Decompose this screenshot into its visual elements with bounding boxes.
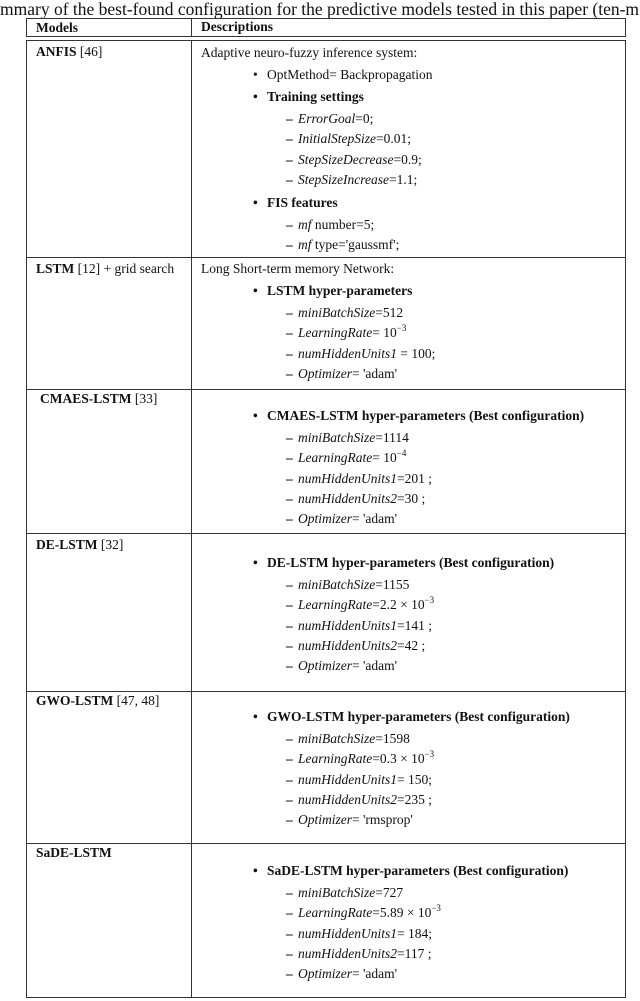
- parameter-item: [201, 883, 625, 903]
- parameter-name: mf: [298, 217, 312, 233]
- parameter-value: = 'rmsprop': [352, 812, 413, 828]
- parameter-name: mf: [298, 237, 312, 253]
- parameter-name: miniBatchSize: [298, 731, 376, 746]
- parameter-value: =30 ;: [397, 490, 426, 506]
- parameter-value: = 'adam': [352, 658, 398, 674]
- parameter-item: [201, 509, 625, 529]
- parameter-name: ErrorGoal: [298, 111, 356, 126]
- description-cell: [192, 258, 625, 389]
- description-cell: [192, 692, 625, 843]
- parameter-item: [201, 215, 625, 235]
- parameter-value: =1114: [375, 430, 409, 445]
- parameter-name: Optimizer: [298, 365, 352, 381]
- parameter-value: = 184;: [397, 925, 432, 941]
- parameter-item: [201, 790, 625, 810]
- model-cell: [27, 534, 192, 691]
- parameter-value: =235 ;: [397, 791, 432, 807]
- parameter-item: [201, 636, 625, 656]
- parameter-value: type='gaussmf';: [311, 237, 400, 253]
- parameter-list: [201, 303, 625, 384]
- parameter-item: [201, 344, 625, 364]
- bullet-item: • OptMethod= Backpropagation: [201, 64, 625, 86]
- parameter-item: [201, 428, 625, 448]
- model-reference: [33]: [131, 391, 158, 406]
- parameter-value: =1598: [375, 731, 410, 746]
- parameter-item: [201, 749, 625, 769]
- parameter-list: [201, 883, 625, 984]
- bullet-item: • GWO-LSTM hyper-parameters (Best configuration): [201, 706, 625, 728]
- description-cell: [192, 390, 625, 533]
- parameter-value: = 10: [372, 325, 397, 341]
- parameter-exponent: −3: [424, 749, 435, 760]
- parameter-list: [201, 109, 625, 190]
- header-models: Models: [27, 19, 192, 36]
- table-row: [26, 843, 626, 998]
- parameter-value: = 'adam': [352, 966, 398, 982]
- parameter-exponent: −4: [396, 448, 407, 459]
- table-row: [26, 389, 626, 534]
- parameter-item: [201, 944, 625, 964]
- parameter-value: =0.9;: [393, 151, 422, 167]
- parameter-name: miniBatchSize: [298, 430, 376, 445]
- parameter-value: = 100;: [397, 345, 436, 361]
- parameter-value: =5.89 × 10: [372, 905, 432, 921]
- parameter-exponent: −3: [424, 595, 435, 606]
- parameter-name: LearningRate: [298, 905, 373, 921]
- model-cell: [27, 258, 192, 389]
- parameter-name: StepSizeDecrease: [298, 151, 394, 167]
- parameter-item: [201, 964, 625, 984]
- parameter-value: =42 ;: [397, 637, 426, 653]
- parameter-name: numHiddenUnits2: [298, 791, 397, 807]
- parameter-name: numHiddenUnits2: [298, 490, 397, 506]
- parameter-name: numHiddenUnits2: [298, 945, 397, 961]
- model-name: ANFIS: [36, 44, 77, 59]
- model-reference: [46]: [76, 44, 103, 59]
- description-intro: Adaptive neuro-fuzzy inference system:: [201, 45, 418, 60]
- parameter-exponent: −3: [396, 323, 407, 334]
- bullet-item: • FIS features: [201, 192, 625, 214]
- parameter-item: [201, 469, 625, 489]
- parameter-item: [201, 364, 625, 384]
- parameter-name: numHiddenUnits2: [298, 637, 397, 653]
- bullet-item: • LSTM hyper-parameters: [201, 280, 625, 302]
- parameter-item: [201, 575, 625, 595]
- parameter-item: [201, 770, 625, 790]
- parameter-value: =201 ;: [397, 470, 432, 486]
- parameter-item: [201, 595, 625, 615]
- parameter-value: =0;: [355, 111, 374, 126]
- parameter-item: [201, 170, 625, 190]
- parameter-item: [201, 150, 625, 170]
- parameter-name: numHiddenUnits1: [298, 345, 397, 361]
- model-reference: [32]: [97, 537, 124, 552]
- parameter-list: [201, 428, 625, 529]
- table-header: [26, 18, 626, 37]
- parameter-value: =512: [375, 305, 404, 320]
- parameter-item: [201, 323, 625, 343]
- parameter-value: =727: [375, 885, 404, 900]
- model-reference: [12] + grid search: [74, 261, 175, 276]
- model-cell: [27, 844, 192, 997]
- parameter-name: LearningRate: [298, 450, 373, 466]
- bullet-item: • DE-LSTM hyper-parameters (Best configuration): [201, 552, 625, 574]
- model-name: GWO-LSTM: [36, 693, 114, 708]
- description-cell: [192, 844, 625, 997]
- parameter-name: Optimizer: [298, 511, 352, 527]
- parameter-name: numHiddenUnits1: [298, 470, 397, 486]
- parameter-list: [201, 215, 625, 256]
- parameter-value: = 150;: [397, 771, 432, 787]
- description-intro: Long Short-term memory Network:: [201, 261, 395, 276]
- bullet-item: • SaDE-LSTM hyper-parameters (Best configuration): [201, 860, 625, 882]
- bullet-item: • Training settings: [201, 86, 625, 108]
- parameter-item: [201, 924, 625, 944]
- model-name: LSTM: [36, 261, 75, 276]
- parameter-item: [201, 489, 625, 509]
- parameter-item: [201, 616, 625, 636]
- parameter-name: Optimizer: [298, 658, 352, 674]
- table-row: [26, 257, 626, 390]
- model-name: DE-LSTM: [36, 537, 98, 552]
- parameter-name: numHiddenUnits1: [298, 925, 397, 941]
- parameter-item: [201, 129, 625, 149]
- header-descriptions: Descriptions: [201, 19, 273, 34]
- parameter-item: [201, 903, 625, 923]
- parameter-value: number=5;: [311, 217, 375, 233]
- parameter-value: =1.1;: [388, 171, 418, 187]
- parameter-list: [201, 575, 625, 676]
- parameter-name: miniBatchSize: [298, 885, 376, 900]
- parameter-item: [201, 729, 625, 749]
- parameter-name: LearningRate: [298, 751, 373, 767]
- parameter-name: LearningRate: [298, 597, 373, 613]
- parameter-item: [201, 448, 625, 468]
- model-cell: [27, 41, 192, 257]
- parameter-value: = 'adam': [352, 511, 398, 527]
- parameter-exponent: −3: [431, 903, 441, 914]
- parameter-name: numHiddenUnits1: [298, 771, 397, 787]
- parameter-value: =1155: [375, 577, 410, 592]
- parameter-name: miniBatchSize: [298, 577, 376, 592]
- parameter-name: StepSizeIncrease: [298, 171, 389, 187]
- parameter-item: [201, 656, 625, 676]
- parameter-value: =0.3 × 10: [372, 751, 425, 767]
- parameter-item: [201, 109, 625, 129]
- parameter-name: numHiddenUnits1: [298, 617, 397, 633]
- parameter-value: =0.01;: [376, 131, 411, 147]
- parameter-list: [201, 729, 625, 830]
- parameter-name: miniBatchSize: [298, 305, 376, 320]
- parameter-value: = 10: [372, 450, 397, 466]
- parameter-item: [201, 235, 625, 255]
- parameter-value: =141 ;: [397, 617, 432, 633]
- table-row: [26, 691, 626, 844]
- parameter-name: InitialStepSize: [298, 131, 376, 147]
- parameter-value: =117 ;: [397, 945, 432, 961]
- model-cell: [27, 692, 192, 843]
- parameter-name: Optimizer: [298, 966, 352, 982]
- parameter-value: =2.2 × 10: [372, 597, 425, 613]
- table-row: [26, 40, 626, 258]
- model-reference: [47, 48]: [113, 693, 160, 708]
- description-cell: [192, 41, 625, 257]
- model-cell: [27, 390, 192, 533]
- model-name: SaDE-LSTM: [36, 845, 112, 860]
- model-name: CMAES-LSTM: [40, 391, 132, 406]
- table-caption: mmary of the best-found configuration for the predictive models tested in this paper (ten-m: [0, 0, 640, 19]
- parameter-name: LearningRate: [298, 325, 373, 341]
- parameter-name: Optimizer: [298, 812, 352, 828]
- parameter-item: [201, 810, 625, 830]
- description-cell: [192, 534, 625, 691]
- bullet-item: • CMAES-LSTM hyper-parameters (Best configuration): [201, 405, 625, 427]
- table-row: [26, 533, 626, 692]
- parameter-item: [201, 303, 625, 323]
- parameter-value: = 'adam': [352, 365, 398, 381]
